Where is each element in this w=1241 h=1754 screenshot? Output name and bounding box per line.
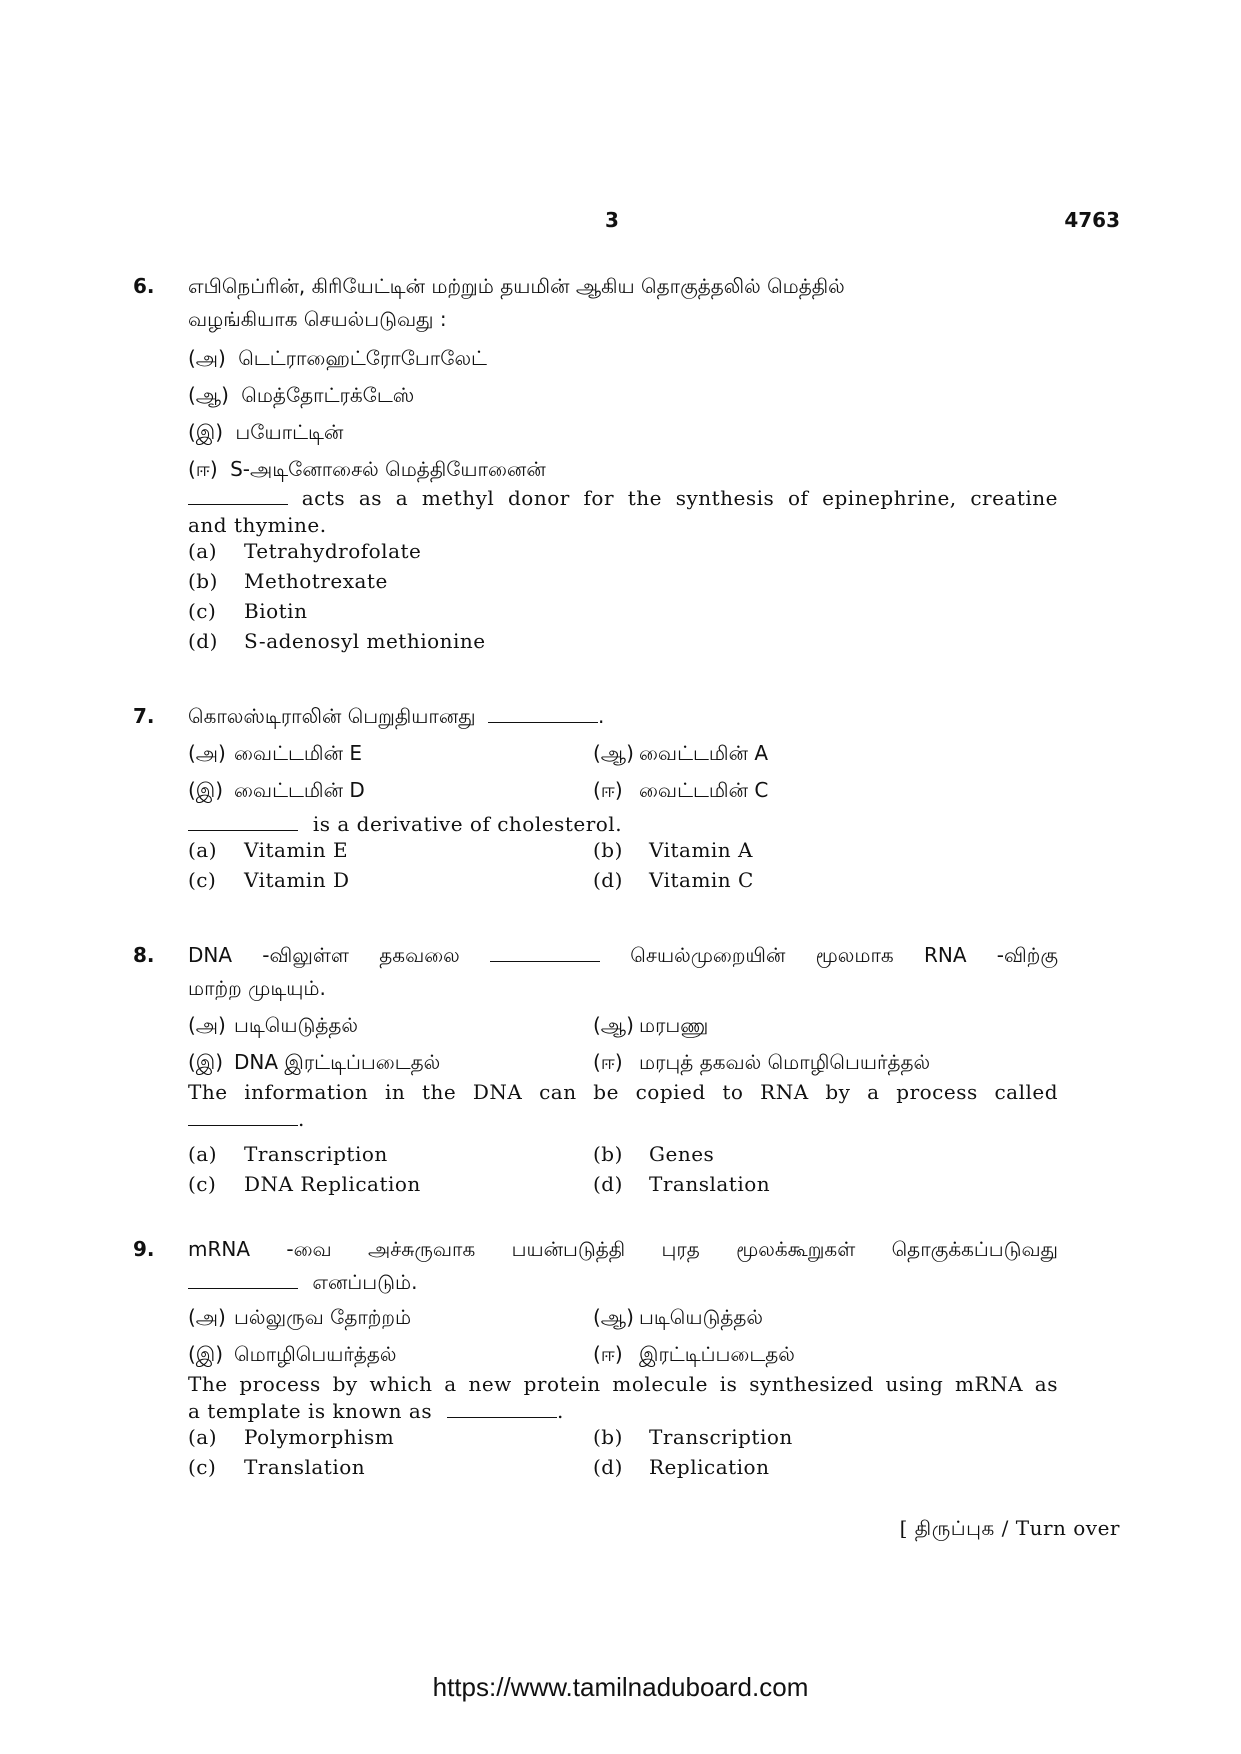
option-label: (c) bbox=[188, 1172, 217, 1196]
option-text: Vitamin C bbox=[649, 868, 754, 892]
english-option bbox=[188, 629, 1058, 659]
option-label: (ஆ) bbox=[593, 1305, 634, 1329]
option-text: மெத்தோட்ரக்டேஸ் bbox=[241, 383, 415, 407]
option-text: படியெடுத்தல் bbox=[234, 1013, 359, 1037]
tamil-question-text: எனப்படும். bbox=[312, 1270, 418, 1294]
tamil-question-line: வழங்கியாக செயல்படுவது : bbox=[188, 307, 447, 331]
tamil-question-line: கொலஸ்டிராலின் பெறுதியானது . bbox=[188, 704, 605, 728]
english-option bbox=[188, 539, 1058, 569]
option-label: (இ) bbox=[188, 420, 224, 444]
tamil-question-text: செயல்முறையின் மூலமாக RNA -விற்கு bbox=[630, 943, 1059, 967]
option-text: வைட்டமின் E bbox=[234, 741, 362, 765]
option-text: Vitamin E bbox=[244, 838, 349, 862]
option-label: (ஈ) bbox=[188, 457, 218, 481]
tamil-option-row bbox=[188, 774, 1058, 811]
option-text: டெட்ராஹைட்ரோபோலேட் bbox=[238, 346, 487, 370]
option-text: Biotin bbox=[244, 599, 308, 623]
option-label: (இ) bbox=[188, 1050, 224, 1074]
option-text: Polymorphism bbox=[244, 1425, 395, 1449]
option-text: Genes bbox=[649, 1142, 715, 1166]
answer-blank bbox=[488, 704, 598, 723]
turn-over-note: [ திருப்புக / Turn over bbox=[899, 1516, 1120, 1540]
option-text: DNA Replication bbox=[244, 1172, 421, 1196]
tamil-question-line: mRNA -வை அச்சுருவாக பயன்படுத்தி புரத மூலக்கூறுகள் தொகுக்கப்படுவது bbox=[188, 1237, 1058, 1261]
option-text: S-adenosyl methionine bbox=[244, 629, 486, 653]
answer-blank bbox=[188, 486, 288, 505]
english-question-line bbox=[188, 485, 1058, 512]
english-question-text: is a derivative of cholesterol. bbox=[312, 812, 623, 836]
option-label: (அ) bbox=[188, 346, 226, 370]
option-text: படியெடுத்தல் bbox=[639, 1305, 764, 1329]
tamil-option-row bbox=[188, 1338, 1058, 1371]
option-text: Replication bbox=[649, 1455, 770, 1479]
english-option-row bbox=[188, 1142, 1058, 1172]
answer-blank bbox=[447, 1399, 557, 1418]
page-header bbox=[0, 208, 1241, 238]
option-label: (c) bbox=[188, 1455, 217, 1479]
paper-code: 4763 bbox=[1064, 208, 1120, 232]
option-label: (a) bbox=[188, 838, 218, 862]
english-option-row bbox=[188, 838, 1058, 868]
english-question-line: and thymine. bbox=[188, 513, 327, 537]
tamil-question-text: கொலஸ்டிராலின் பெறுதியானது bbox=[188, 704, 476, 728]
option-label: (a) bbox=[188, 1425, 218, 1449]
answer-blank bbox=[188, 1270, 298, 1289]
option-label: (b) bbox=[593, 1425, 623, 1449]
answer-blank bbox=[188, 812, 298, 831]
option-text: Translation bbox=[649, 1172, 771, 1196]
option-label: (d) bbox=[593, 868, 623, 892]
option-text: பல்லுருவ தோற்றம் bbox=[234, 1305, 412, 1329]
option-text: வைட்டமின் D bbox=[234, 778, 365, 802]
option-label: (d) bbox=[593, 1172, 623, 1196]
option-label: (b) bbox=[593, 838, 623, 862]
option-text: Methotrexate bbox=[244, 569, 388, 593]
option-text: Transcription bbox=[244, 1142, 388, 1166]
tamil-option bbox=[188, 379, 1058, 416]
option-text: Vitamin A bbox=[649, 838, 753, 862]
option-text: DNA இரட்டிப்படைதல் bbox=[234, 1050, 441, 1074]
english-option-row bbox=[188, 1172, 1058, 1202]
english-question-line: . bbox=[188, 1106, 1058, 1142]
option-text: Translation bbox=[244, 1455, 366, 1479]
english-option bbox=[188, 599, 1058, 629]
tamil-option bbox=[188, 416, 1058, 453]
option-label: (ஈ) bbox=[593, 1342, 623, 1366]
option-label: (ஈ) bbox=[593, 1050, 623, 1074]
english-question-text: acts as a methyl donor for the synthesis of epinephrine, creatine bbox=[301, 486, 1059, 510]
option-label: (d) bbox=[593, 1455, 623, 1479]
option-text: Transcription bbox=[649, 1425, 793, 1449]
option-label: (அ) bbox=[188, 741, 226, 765]
option-text: மரபுத் தகவல் மொழிபெயர்த்தல் bbox=[639, 1050, 931, 1074]
tamil-option-row bbox=[188, 1009, 1058, 1046]
option-label: (ஆ) bbox=[188, 383, 229, 407]
option-label: (a) bbox=[188, 1142, 218, 1166]
option-text: மரபணு bbox=[639, 1013, 709, 1037]
option-label: (a) bbox=[188, 539, 218, 563]
english-question-text: a template is known as bbox=[188, 1399, 433, 1423]
question-number: 6. bbox=[133, 274, 155, 298]
tamil-option-row bbox=[188, 737, 1058, 774]
english-question-line: The information in the DNA can be copied to RNA by a process called bbox=[188, 1080, 1058, 1104]
question-number: 8. bbox=[133, 943, 155, 967]
option-label: (இ) bbox=[188, 1342, 224, 1366]
tamil-option-row bbox=[188, 1046, 1058, 1079]
option-label: (b) bbox=[593, 1142, 623, 1166]
option-label: (d) bbox=[188, 629, 218, 653]
option-label: (அ) bbox=[188, 1305, 226, 1329]
option-label: (அ) bbox=[188, 1013, 226, 1037]
option-text: வைட்டமின் A bbox=[639, 741, 769, 765]
tamil-question-line: எபிநெப்ரின், கிரியேட்டின் மற்றும் தயமின் ஆகிய தொகுத்தலில் மெத்தில் bbox=[188, 274, 845, 298]
english-option bbox=[188, 569, 1058, 599]
tamil-option-row bbox=[188, 1301, 1058, 1338]
tamil-option bbox=[188, 342, 1058, 379]
english-option-row bbox=[188, 1455, 1058, 1485]
option-label: (ஆ) bbox=[593, 1013, 634, 1037]
english-question-line: The process by which a new protein molecule is synthesized using mRNA as bbox=[188, 1372, 1058, 1396]
option-text: Tetrahydrofolate bbox=[244, 539, 422, 563]
english-question-line bbox=[188, 811, 1058, 838]
answer-blank bbox=[490, 943, 600, 962]
option-text: Vitamin D bbox=[244, 868, 350, 892]
english-question-line: a template is known as . bbox=[188, 1399, 564, 1423]
option-label: (ஈ) bbox=[593, 778, 623, 802]
tamil-question-line bbox=[188, 939, 1058, 972]
english-option-row bbox=[188, 1425, 1058, 1455]
english-option-row bbox=[188, 868, 1058, 898]
tamil-question-line bbox=[188, 1266, 1058, 1299]
question-number: 9. bbox=[133, 1237, 155, 1261]
option-text: இரட்டிப்படைதல் bbox=[639, 1342, 795, 1366]
tamil-option bbox=[188, 453, 1058, 485]
option-label: (இ) bbox=[188, 778, 224, 802]
option-text: பயோட்டின் bbox=[235, 420, 344, 444]
tamil-question-text: DNA -விலுள்ள தகவலை bbox=[188, 943, 460, 967]
website-url: https://www.tamilnaduboard.com bbox=[432, 1672, 809, 1702]
option-text: மொழிபெயர்த்தல் bbox=[234, 1342, 397, 1366]
option-label: (c) bbox=[188, 868, 217, 892]
option-label: (c) bbox=[188, 599, 217, 623]
option-label: (b) bbox=[188, 569, 218, 593]
question-number: 7. bbox=[133, 704, 155, 728]
option-text: வைட்டமின் C bbox=[639, 778, 769, 802]
page-number: 3 bbox=[605, 208, 619, 232]
option-text: S-அடினோசைல் மெத்தியோனைன் bbox=[230, 457, 546, 481]
answer-blank bbox=[188, 1107, 298, 1126]
option-label: (ஆ) bbox=[593, 741, 634, 765]
tamil-question-line: மாற்ற முடியும். bbox=[188, 976, 326, 1000]
